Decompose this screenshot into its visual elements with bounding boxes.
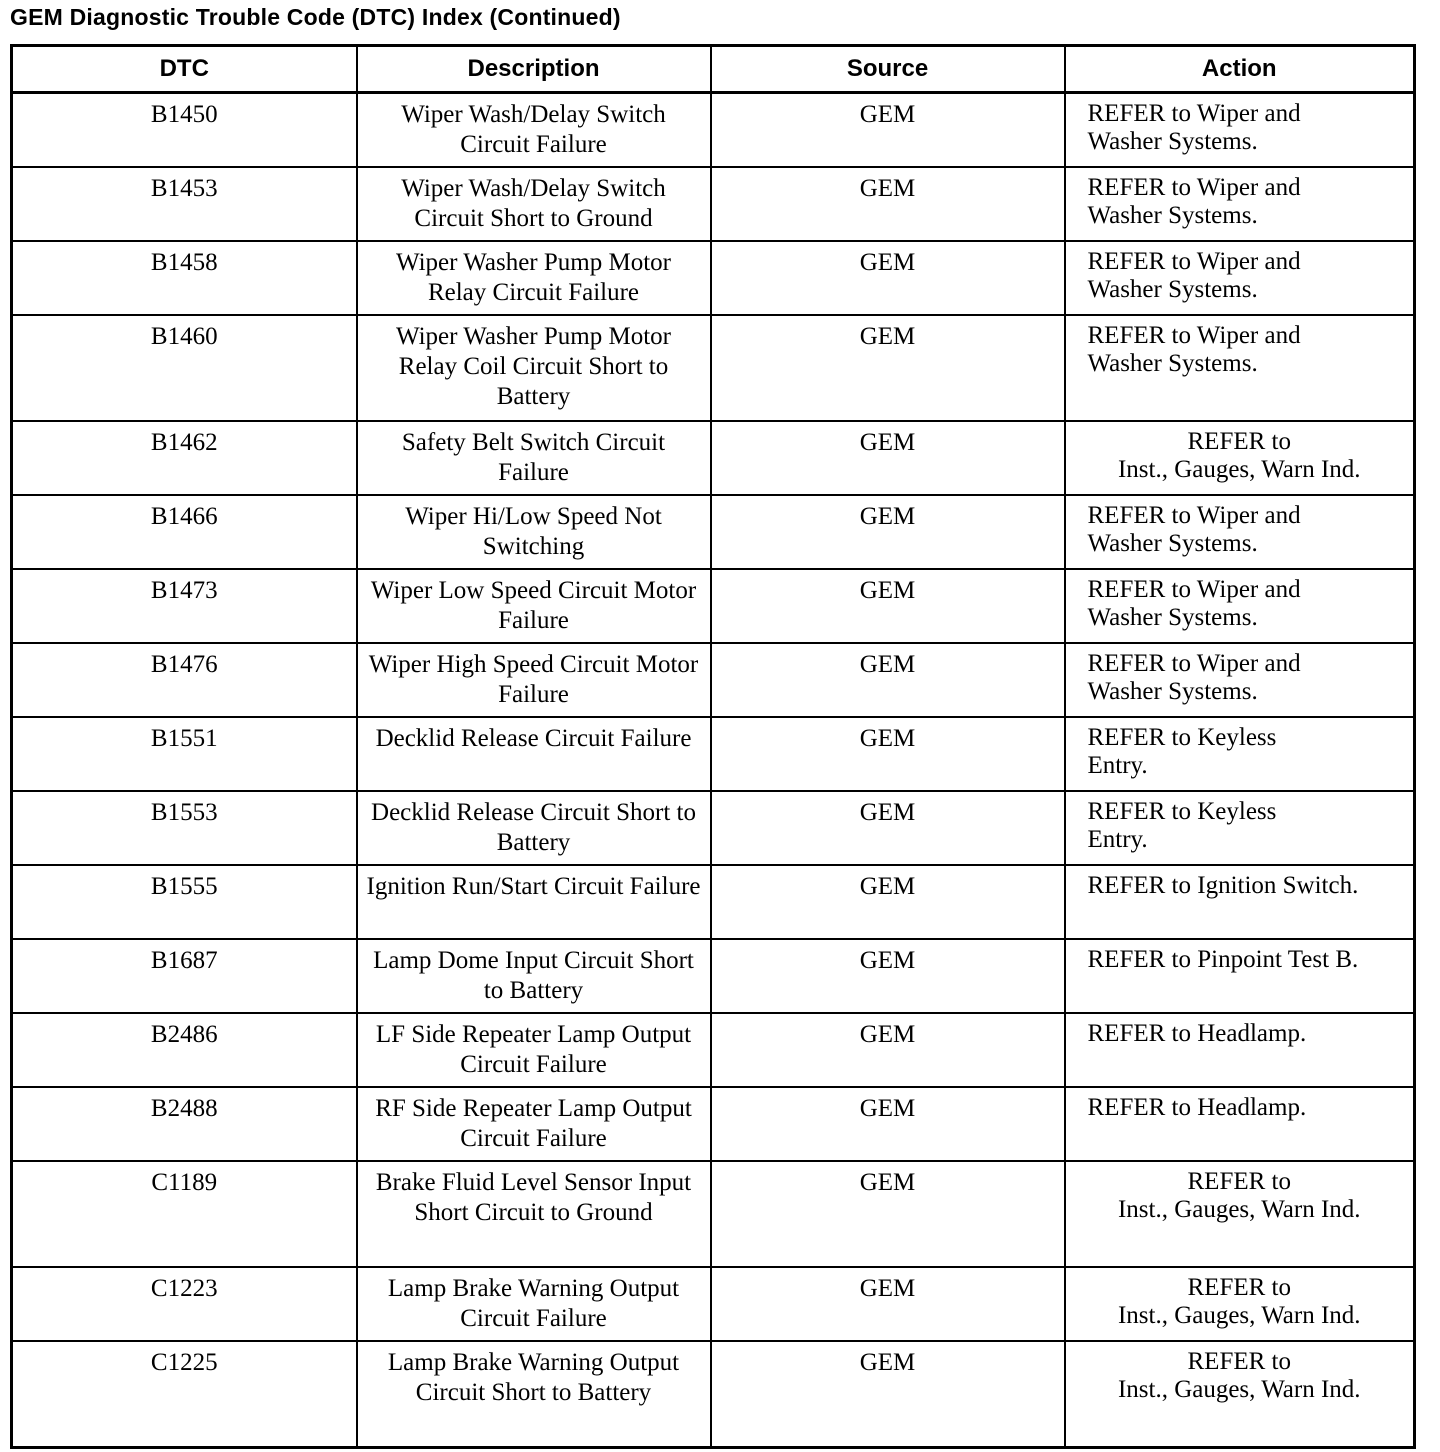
description-cell: RF Side Repeater Lamp Output Circuit Failure	[357, 1087, 711, 1161]
action-cell	[1065, 643, 1415, 717]
dtc-code-cell: B1450	[12, 93, 357, 168]
source-cell: GEM	[711, 1087, 1065, 1161]
description-cell: Decklid Release Circuit Failure	[357, 717, 711, 791]
source-cell: GEM	[711, 1161, 1065, 1267]
source-cell: GEM	[711, 93, 1065, 168]
description-cell: Brake Fluid Level Sensor Input Short Circuit to Ground	[357, 1161, 711, 1267]
action-text: REFER to Headlamp.	[1087, 1094, 1307, 1121]
description-cell: Lamp Dome Input Circuit Short to Battery	[357, 939, 711, 1013]
action-text: REFER to Wiper and Washer Systems.	[1087, 248, 1301, 303]
dtc-code-cell: B1453	[12, 167, 357, 241]
action-cell	[1065, 1341, 1415, 1448]
table-row	[12, 167, 1415, 241]
table-row	[12, 315, 1415, 421]
column-header-description: Description	[357, 46, 711, 93]
table-row	[12, 1161, 1415, 1267]
table-header	[12, 46, 1415, 93]
action-cell	[1065, 939, 1415, 1013]
description-cell: Lamp Brake Warning Output Circuit Short to Battery	[357, 1341, 711, 1448]
table-row	[12, 1087, 1415, 1161]
dtc-code-cell: B1476	[12, 643, 357, 717]
action-text: REFER to Inst., Gauges, Warn Ind.	[1117, 1168, 1361, 1223]
description-cell: Decklid Release Circuit Short to Battery	[357, 791, 711, 865]
source-cell: GEM	[711, 865, 1065, 939]
dtc-code-cell: B1555	[12, 865, 357, 939]
dtc-code-cell: B1466	[12, 495, 357, 569]
page-title: GEM Diagnostic Trouble Code (DTC) Index (Continued)	[10, 4, 621, 30]
action-text: REFER to Wiper and Washer Systems.	[1087, 502, 1301, 557]
table-row	[12, 569, 1415, 643]
table-row	[12, 1013, 1415, 1087]
action-text: REFER to Keyless Entry.	[1087, 724, 1277, 779]
table-row	[12, 865, 1415, 939]
source-cell: GEM	[711, 495, 1065, 569]
action-cell	[1065, 241, 1415, 315]
description-cell: LF Side Repeater Lamp Output Circuit Failure	[357, 1013, 711, 1087]
table-row	[12, 93, 1415, 168]
action-text: REFER to Inst., Gauges, Warn Ind.	[1117, 428, 1361, 483]
action-cell	[1065, 93, 1415, 168]
action-cell	[1065, 717, 1415, 791]
source-cell: GEM	[711, 1267, 1065, 1341]
source-cell: GEM	[711, 791, 1065, 865]
table-body	[12, 93, 1415, 1448]
action-text: REFER to Wiper and Washer Systems.	[1087, 174, 1301, 229]
action-text: REFER to Wiper and Washer Systems.	[1087, 650, 1301, 705]
column-header-dtc: DTC	[12, 46, 357, 93]
action-text: REFER to Pinpoint Test B.	[1087, 946, 1359, 973]
source-cell: GEM	[711, 939, 1065, 1013]
action-text: REFER to Keyless Entry.	[1087, 798, 1277, 853]
dtc-code-cell: B1553	[12, 791, 357, 865]
column-header-action: Action	[1065, 46, 1415, 93]
dtc-code-cell: C1225	[12, 1341, 357, 1448]
table-row	[12, 1341, 1415, 1448]
table-row	[12, 717, 1415, 791]
source-cell: GEM	[711, 421, 1065, 495]
description-cell: Wiper High Speed Circuit Motor Failure	[357, 643, 711, 717]
description-cell: Wiper Hi/Low Speed Not Switching	[357, 495, 711, 569]
action-cell	[1065, 421, 1415, 495]
action-text: REFER to Wiper and Washer Systems.	[1087, 322, 1301, 377]
table-row	[12, 241, 1415, 315]
action-cell	[1065, 1087, 1415, 1161]
action-cell	[1065, 167, 1415, 241]
action-text: REFER to Headlamp.	[1087, 1020, 1307, 1047]
source-cell: GEM	[711, 643, 1065, 717]
action-text: REFER to Inst., Gauges, Warn Ind.	[1117, 1348, 1361, 1403]
action-cell	[1065, 791, 1415, 865]
header-row	[12, 46, 1415, 93]
source-cell: GEM	[711, 1013, 1065, 1087]
source-cell: GEM	[711, 241, 1065, 315]
description-cell: Wiper Wash/Delay Switch Circuit Short to Ground	[357, 167, 711, 241]
table-row	[12, 939, 1415, 1013]
dtc-code-cell: B2488	[12, 1087, 357, 1161]
description-cell: Ignition Run/Start Circuit Failure	[357, 865, 711, 939]
action-text: REFER to Inst., Gauges, Warn Ind.	[1117, 1274, 1361, 1329]
dtc-code-cell: B1460	[12, 315, 357, 421]
table-row	[12, 421, 1415, 495]
description-cell: Wiper Washer Pump Motor Relay Circuit Failure	[357, 241, 711, 315]
source-cell: GEM	[711, 1341, 1065, 1448]
action-cell	[1065, 1267, 1415, 1341]
action-cell	[1065, 865, 1415, 939]
action-cell	[1065, 1013, 1415, 1087]
action-cell	[1065, 1161, 1415, 1267]
table-row	[12, 495, 1415, 569]
column-header-source: Source	[711, 46, 1065, 93]
source-cell: GEM	[711, 167, 1065, 241]
action-cell	[1065, 495, 1415, 569]
action-text: REFER to Ignition Switch.	[1087, 872, 1359, 899]
source-cell: GEM	[711, 315, 1065, 421]
source-cell: GEM	[711, 569, 1065, 643]
action-text: REFER to Wiper and Washer Systems.	[1087, 100, 1301, 155]
description-cell: Wiper Wash/Delay Switch Circuit Failure	[357, 93, 711, 168]
table-row	[12, 791, 1415, 865]
description-cell: Wiper Washer Pump Motor Relay Coil Circuit Short to Battery	[357, 315, 711, 421]
source-cell: GEM	[711, 717, 1065, 791]
dtc-code-cell: B2486	[12, 1013, 357, 1087]
action-text: REFER to Wiper and Washer Systems.	[1087, 576, 1301, 631]
dtc-code-cell: B1473	[12, 569, 357, 643]
dtc-code-cell: B1551	[12, 717, 357, 791]
description-cell: Wiper Low Speed Circuit Motor Failure	[357, 569, 711, 643]
dtc-index-table	[10, 44, 1416, 1449]
action-cell	[1065, 315, 1415, 421]
table-row	[12, 643, 1415, 717]
dtc-code-cell: B1462	[12, 421, 357, 495]
action-cell	[1065, 569, 1415, 643]
description-cell: Safety Belt Switch Circuit Failure	[357, 421, 711, 495]
table-row	[12, 1267, 1415, 1341]
dtc-code-cell: B1458	[12, 241, 357, 315]
dtc-code-cell: C1223	[12, 1267, 357, 1341]
dtc-code-cell: B1687	[12, 939, 357, 1013]
description-cell: Lamp Brake Warning Output Circuit Failure	[357, 1267, 711, 1341]
dtc-code-cell: C1189	[12, 1161, 357, 1267]
